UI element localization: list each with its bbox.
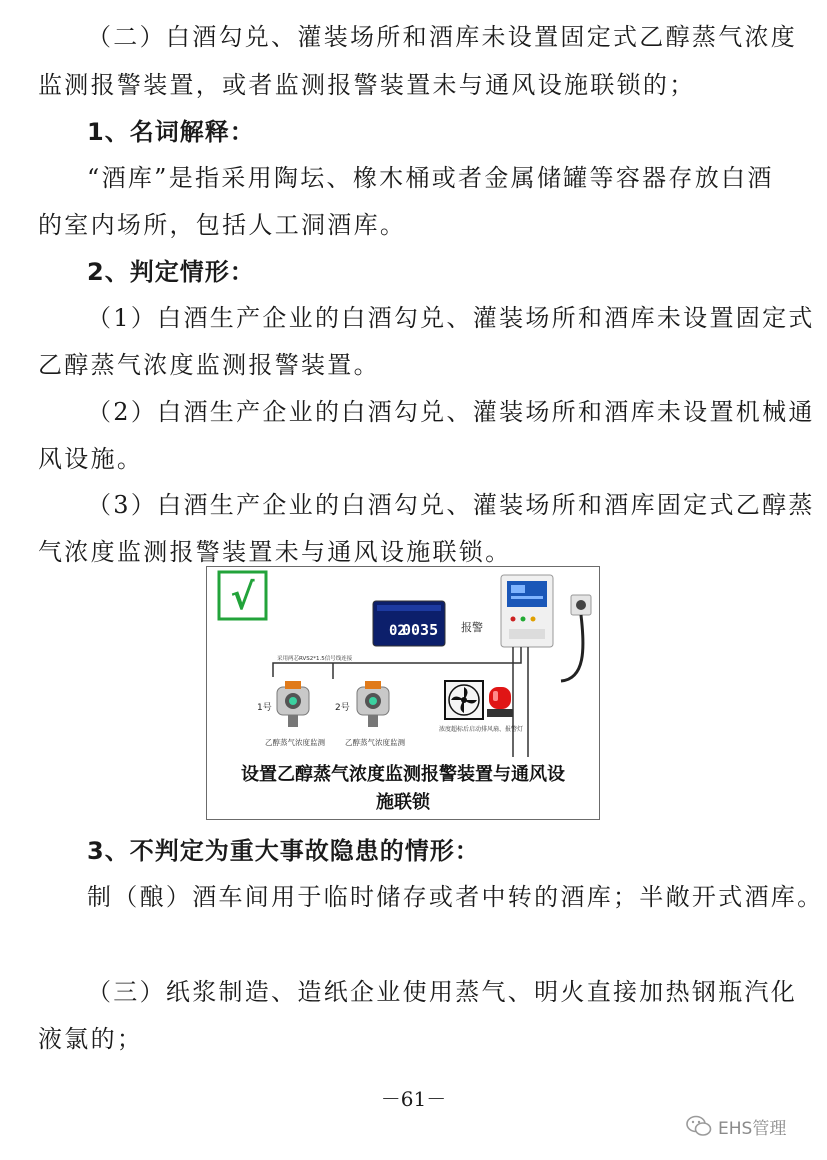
check-mark-icon: [219, 572, 266, 619]
check-mark-text: √: [230, 577, 255, 618]
display-left-value: 02: [389, 623, 406, 639]
interlock-figure: [206, 566, 600, 820]
figure-caption-line-1: 设置乙醇蒸气浓度监测报警装置与通风设: [241, 764, 565, 785]
criteria-2-line-2: 风设施。: [38, 445, 144, 473]
criteria-1-line-1: （1）白酒生产企业的白酒勾兑、灌装场所和酒库未设置固定式: [87, 304, 815, 332]
exemption-line-1: 制（酿）酒车间用于临时储存或者中转的酒库；半敞开式酒库。: [87, 883, 824, 911]
watermark-text: EHS管理: [718, 1118, 787, 1139]
definition-line-2: 的室内场所，包括人工洞酒库。: [38, 211, 407, 239]
heading-exemptions: 3、不判定为重大事故隐患的情形：: [87, 837, 480, 865]
wechat-icon: [686, 1115, 712, 1137]
paragraph-3-line-2: 液氯的；: [38, 1025, 144, 1053]
criteria-3-line-2: 气浓度监测报警装置未与通风设施联锁。: [38, 538, 512, 566]
detector-1-caption: 乙醇蒸气浓度监测: [265, 738, 325, 747]
page-number: －61－: [380, 1087, 447, 1111]
fan-caption: 浓度超标后启动排风扇、报警灯: [439, 726, 524, 733]
wechat-watermark: [686, 1113, 786, 1139]
detector-1-number: 1号: [257, 703, 272, 713]
paragraph-2-line-2: 监测报警装置，或者监测报警装置未与通风设施联锁的；: [38, 71, 696, 99]
detector-2-number: 2号: [335, 703, 350, 713]
figure-caption: [207, 761, 599, 817]
paragraph-3-line-1: （三）纸浆制造、造纸企业使用蒸气、明火直接加热钢瓶汽化: [87, 978, 798, 1006]
concentration-display: [373, 601, 445, 646]
display-main-value: 0035: [402, 621, 439, 639]
interlock-diagram: [213, 569, 595, 757]
wire-label: 采用两芯RVS2*1.5信号线连接: [277, 656, 353, 662]
heading-definitions: 1、名词解释：: [87, 118, 255, 146]
detector-2-caption: 乙醇蒸气浓度监测: [345, 738, 405, 747]
exhaust-fan-icon: [445, 681, 483, 719]
heading-criteria: 2、判定情形：: [87, 258, 255, 286]
criteria-3-line-1: （3）白酒生产企业的白酒勾兑、灌装场所和酒库固定式乙醇蒸: [87, 491, 815, 519]
alarm-beacon-icon: [487, 687, 513, 717]
definition-line-1: “酒库”是指采用陶坛、橡木桶或者金属储罐等容器存放白酒: [87, 164, 774, 192]
alarm-label: 报警: [461, 621, 483, 634]
paragraph-2-line-1: （二）白酒勾兑、灌装场所和酒库未设置固定式乙醇蒸气浓度: [87, 23, 798, 51]
alarm-controller-icon: [501, 575, 553, 647]
figure-caption-line-2: 施联锁: [376, 792, 430, 813]
criteria-1-line-2: 乙醇蒸气浓度监测报警装置。: [38, 351, 380, 379]
criteria-2-line-1: （2）白酒生产企业的白酒勾兑、灌装场所和酒库未设置机械通: [87, 398, 815, 426]
